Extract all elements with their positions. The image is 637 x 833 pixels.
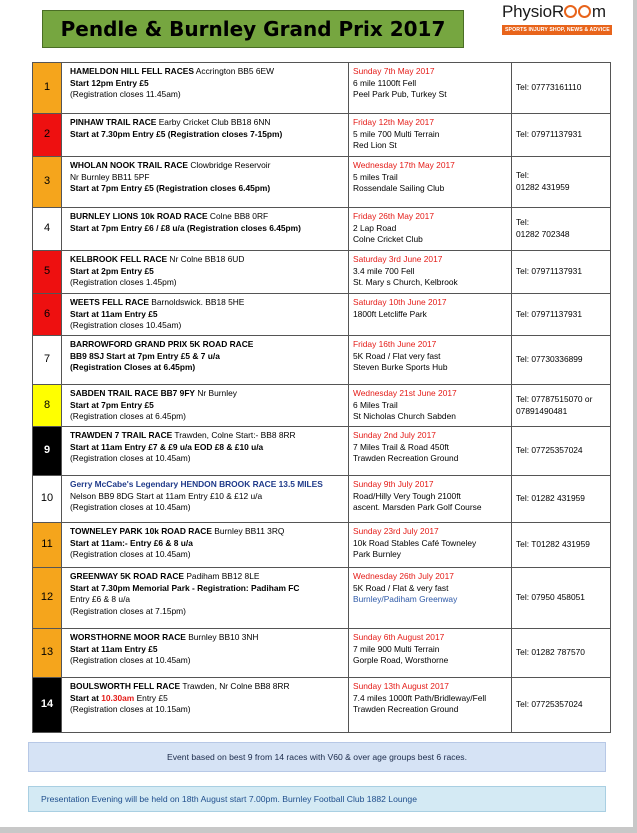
race-detail-line [353, 571, 507, 583]
race-phone: Tel: T01282 431959 [516, 539, 590, 550]
race-row [33, 294, 611, 336]
race-venue: ascent. Marsden Park Golf Course [353, 502, 482, 513]
race-row [33, 208, 611, 251]
race-number: 6 [33, 294, 62, 336]
race-course: 7 mile 900 Multi Terrain [353, 643, 440, 654]
race-registration: (Registration Closes at 6.45pm) [70, 362, 196, 373]
race-detail-line [70, 632, 344, 644]
race-detail-line [353, 339, 507, 351]
race-contact [512, 63, 611, 114]
race-detail-line [353, 160, 507, 172]
race-detail-line [353, 632, 507, 644]
race-entry: Entry £6 & 8 u/a [70, 594, 131, 605]
race-date: Sunday 6th August 2017 [353, 632, 445, 642]
race-date-course [349, 629, 512, 678]
logo-tagline: SPORTS INJURY SHOP, NEWS & ADVICE [502, 25, 612, 35]
race-date-course [349, 385, 512, 427]
race-registration: (Registration closes at 10.45am) [70, 502, 191, 513]
race-venue: Trawden Recreation Ground [353, 453, 459, 464]
race-detail-line [353, 479, 507, 491]
race-start-info: Start at 11am Entry £5 [70, 308, 158, 319]
race-course: 5K Road / Flat & very fast [353, 582, 449, 593]
race-detail-line [353, 502, 507, 514]
race-entry: Entry £5 [134, 692, 168, 703]
race-detail-line [353, 362, 507, 374]
race-name: TRAWDEN 7 TRAIL RACE [70, 430, 173, 440]
race-number: 10 [33, 476, 62, 523]
race-date: Wednesday 21st June 2017 [353, 388, 457, 398]
race-detail-line [353, 223, 507, 235]
race-detail-line [353, 183, 507, 195]
race-name: BURNLEY LIONS 10k ROAD RACE [70, 211, 208, 221]
race-phone: Tel: 07725357024 [516, 445, 583, 456]
race-name: GREENWAY 5K ROAD RACE [70, 571, 185, 581]
race-course: 3.4 mile 700 Fell [353, 265, 415, 276]
race-detail-line [516, 394, 606, 406]
race-detail-line [353, 704, 507, 716]
race-date-course [349, 157, 512, 208]
race-detail-line [516, 182, 606, 194]
race-location: Barnoldswick. BB18 5HE [151, 297, 245, 307]
race-phone: Tel: [516, 170, 530, 181]
race-contact [512, 251, 611, 294]
race-detail-line [353, 140, 507, 152]
race-row [33, 336, 611, 385]
race-contact [512, 336, 611, 385]
race-number: 14 [33, 678, 62, 733]
race-date-course [349, 63, 512, 114]
race-detail-line [70, 538, 344, 550]
race-detail-line [353, 266, 507, 278]
race-detail-line [70, 502, 344, 514]
race-date: Wednesday 17th May 2017 [353, 160, 455, 170]
page-right-edge [633, 0, 637, 833]
race-phone-alt: 01282 431959 [516, 182, 570, 192]
logo-ring-icon [564, 5, 577, 18]
race-details [62, 568, 349, 629]
race-detail-line [353, 309, 507, 321]
race-detail-line [353, 430, 507, 442]
race-detail-line [516, 266, 606, 278]
race-registration: (Registration closes 10.45am) [70, 320, 182, 331]
race-contact [512, 568, 611, 629]
race-detail-line [353, 442, 507, 454]
race-date-course [349, 568, 512, 629]
race-detail-line [353, 388, 507, 400]
race-detail-line [70, 351, 344, 363]
race-row [33, 523, 611, 568]
physioroom-logo [502, 2, 612, 44]
race-detail-line [516, 445, 606, 457]
race-row [33, 251, 611, 294]
race-detail-line [70, 89, 344, 101]
race-phone: Tel: 07730336899 [516, 354, 583, 365]
race-name: WHOLAN NOOK TRAIL RACE [70, 160, 189, 170]
race-number: 5 [33, 251, 62, 294]
race-number: 13 [33, 629, 62, 678]
race-start-info: Start at 7pm Entry £5 [70, 399, 154, 410]
race-detail-line [70, 606, 344, 618]
race-phone: Tel: 01282 431959 [516, 493, 585, 504]
race-detail-line [353, 526, 507, 538]
race-detail-line [70, 66, 344, 78]
race-row [33, 114, 611, 157]
race-detail-line [70, 442, 344, 454]
race-row [33, 63, 611, 114]
race-detail-line [353, 644, 507, 656]
race-venue: St. Mary s Church, Kelbrook [353, 277, 458, 288]
race-date-course [349, 251, 512, 294]
race-venue: Trawden Recreation Ground [353, 704, 459, 715]
race-detail-line [70, 320, 344, 332]
race-detail-line [516, 170, 606, 182]
race-details [62, 629, 349, 678]
race-start-time: 10.30am [101, 692, 135, 703]
race-detail-line [516, 354, 606, 366]
race-detail-line [70, 388, 344, 400]
race-date: Wednesday 26th July 2017 [353, 571, 454, 581]
race-number: 11 [33, 523, 62, 568]
race-contact [512, 385, 611, 427]
race-course: 7.4 miles 1000ft Path/Bridleway/Fell [353, 692, 487, 703]
race-row [33, 427, 611, 476]
race-detail-line [353, 66, 507, 78]
race-detail-line [353, 400, 507, 412]
race-detail-line [70, 571, 344, 583]
race-detail-line [353, 297, 507, 309]
race-phone: Tel: 07971137931 [516, 308, 582, 319]
race-detail-line [70, 491, 344, 503]
race-location: Colne BB8 0RF [209, 211, 269, 221]
race-venue: Park Burnley [353, 549, 401, 560]
race-start-info: Nelson BB9 8DG Start at 11am Entry £10 & £12 u/a [70, 490, 263, 501]
race-name: WEETS FELL RACE [70, 297, 149, 307]
race-detail-line [516, 217, 606, 229]
race-date-course [349, 678, 512, 733]
race-detail-line [516, 406, 606, 418]
race-registration: (Registration closes 1.45pm) [70, 277, 177, 288]
race-detail-line [70, 172, 344, 184]
race-contact [512, 208, 611, 251]
race-start-info: Start 12pm Entry £5 [70, 77, 149, 88]
race-course: 5 miles Trail [353, 171, 398, 182]
race-date: Sunday 7th May 2017 [353, 66, 435, 76]
race-detail-line [353, 681, 507, 693]
race-phone: Tel: 07725357024 [516, 699, 583, 710]
race-detail-line [516, 129, 606, 141]
race-phone-alt: 07891490481 [516, 405, 568, 416]
race-detail-line [516, 493, 606, 505]
race-detail-line [353, 351, 507, 363]
race-number: 9 [33, 427, 62, 476]
race-detail-line [70, 362, 344, 374]
race-row [33, 157, 611, 208]
race-details [62, 476, 349, 523]
race-detail-line [353, 78, 507, 90]
race-course: 5K Road / Flat very fast [353, 350, 441, 361]
race-detail-line [516, 699, 606, 711]
race-detail-line [353, 594, 507, 606]
race-start-info: BB9 8SJ Start at 7pm Entry £5 & 7 u/a [70, 350, 220, 361]
race-location: Accrington BB5 6EW [195, 66, 274, 76]
logo-brand: PhysioR m [502, 2, 606, 21]
race-venue: Gorple Road, Worsthorne [353, 655, 449, 666]
race-venue: Colne Cricket Club [353, 234, 423, 245]
race-number: 4 [33, 208, 62, 251]
race-row [33, 678, 611, 733]
race-date: Friday 16th June 2017 [353, 339, 437, 349]
race-contact [512, 114, 611, 157]
race-venue: Rossendale Sailing Club [353, 183, 445, 194]
race-detail-line [70, 309, 344, 321]
race-location: Nr Burnley [197, 388, 237, 398]
race-detail-line [70, 704, 344, 716]
race-detail-line [70, 411, 344, 423]
race-date: Sunday 2nd July 2017 [353, 430, 436, 440]
race-name: SABDEN TRAIL RACE BB7 9FY [70, 388, 196, 398]
race-date: Saturday 10th June 2017 [353, 297, 447, 307]
race-date: Friday 12th May 2017 [353, 117, 435, 127]
race-start-info: Start at 7pm Entry £5 (Registration closes 6.45pm) [70, 183, 271, 194]
race-name: BARROWFORD GRAND PRIX 5K ROAD RACE [70, 339, 254, 349]
race-detail-line [70, 594, 344, 606]
race-detail-line [70, 453, 344, 465]
race-registration: (Registration closes at 10.45am) [70, 453, 191, 464]
race-details [62, 294, 349, 336]
race-name: BOULSWORTH FELL RACE [70, 681, 181, 691]
race-registration: (Registration closes at 7.15pm) [70, 605, 186, 616]
race-number: 8 [33, 385, 62, 427]
race-date-course [349, 427, 512, 476]
race-detail-line [70, 655, 344, 667]
race-date-course [349, 294, 512, 336]
race-course: 1800ft Letcliffe Park [353, 308, 427, 319]
race-name: WORSTHORNE MOOR RACE [70, 632, 186, 642]
race-detail-line [516, 647, 606, 659]
race-course: 5 mile 700 Multi Terrain [353, 128, 440, 139]
race-phone: Tel: 07787515070 or [516, 393, 593, 404]
race-start-info: Start at 7pm Entry £6 / £8 u/a (Registration closes 6.45pm) [70, 222, 301, 233]
race-details [62, 157, 349, 208]
race-detail-line [353, 277, 507, 289]
race-contact [512, 294, 611, 336]
race-phone: Tel: 07773161110 [516, 82, 582, 93]
race-detail-line [70, 254, 344, 266]
race-detail-line [353, 538, 507, 550]
race-venue: Red Lion St [353, 140, 397, 151]
race-phone: Tel: 07971137931 [516, 129, 582, 140]
logo-ring-icon [578, 5, 591, 18]
race-detail-line [516, 592, 606, 604]
race-detail-line [516, 229, 606, 241]
race-phone-alt: 01282 702348 [516, 229, 570, 239]
race-detail-line [353, 411, 507, 423]
race-details [62, 427, 349, 476]
race-registration: (Registration closes 11.45am) [70, 89, 181, 100]
race-detail-line [353, 655, 507, 667]
race-detail-line [70, 117, 344, 129]
race-contact [512, 157, 611, 208]
race-date: Friday 26th May 2017 [353, 211, 435, 221]
race-number: 2 [33, 114, 62, 157]
race-detail-line [70, 583, 344, 595]
race-contact [512, 427, 611, 476]
race-course: 6 mile 1100ft Fell [353, 77, 417, 88]
race-name: HAMELDON HILL FELL RACES [70, 66, 194, 76]
race-venue: Peel Park Pub, Turkey St [353, 89, 447, 100]
race-detail-line [70, 400, 344, 412]
race-name: Gerry McCabe's Legendary HENDON BROOK RACE 13.5 MILES [70, 479, 323, 489]
race-date-course [349, 523, 512, 568]
race-detail-line [353, 172, 507, 184]
race-details [62, 63, 349, 114]
race-date: Saturday 3rd June 2017 [353, 254, 443, 264]
race-detail-line [70, 211, 344, 223]
race-number: 7 [33, 336, 62, 385]
race-venue: Burnley/Padiham Greenway [353, 594, 458, 605]
race-course: 7 Miles Trail & Road 450ft [353, 441, 449, 452]
race-location: Burnley BB11 3RQ [214, 526, 285, 536]
race-contact [512, 523, 611, 568]
race-start-info: Start at 11am Entry £7 & £9 u/a EOD £8 & £10 u/a [70, 441, 264, 452]
race-detail-line [353, 234, 507, 246]
race-contact [512, 476, 611, 523]
race-detail-line [353, 117, 507, 129]
race-date: Sunday 23rd July 2017 [353, 526, 439, 536]
race-details [62, 114, 349, 157]
race-registration: (Registration closes at 10.45am) [70, 549, 191, 560]
race-location: Earby Cricket Club BB18 6NN [158, 117, 271, 127]
race-detail-line [70, 339, 344, 351]
race-start-info: Nr Burnley BB11 5PF [70, 171, 150, 182]
race-date: Sunday 13th August 2017 [353, 681, 449, 691]
race-detail-line [70, 183, 344, 195]
race-detail-line [70, 526, 344, 538]
race-detail-line [353, 453, 507, 465]
race-start-info: Start at 7.30pm Entry £5 (Registration closes 7-15pm) [70, 128, 283, 139]
race-name: PINHAW TRAIL RACE [70, 117, 157, 127]
race-location: Nr Colne BB18 6UD [169, 254, 245, 264]
race-detail-line [70, 277, 344, 289]
race-phone: Tel: 01282 787570 [516, 647, 585, 658]
race-date-course [349, 208, 512, 251]
race-detail-line [70, 681, 344, 693]
race-phone: Tel: [516, 217, 530, 228]
race-registration: (Registration closes at 10.45am) [70, 655, 191, 666]
race-venue: St Nicholas Church Sabden [353, 411, 456, 422]
race-detail-line [353, 254, 507, 266]
race-detail-line [70, 549, 344, 561]
race-course: Road/Hilly Very Tough 2100ft [353, 490, 461, 501]
race-detail-line [353, 583, 507, 595]
race-number: 3 [33, 157, 62, 208]
race-detail-line [516, 82, 606, 94]
race-start-label: Start at [70, 692, 102, 703]
race-registration: (Registration closes at 10.15am) [70, 704, 191, 715]
race-row [33, 476, 611, 523]
scoring-note: Event based on best 9 from 14 races with V60 & over age groups best 6 races. [28, 742, 606, 772]
race-name: TOWNELEY PARK 10k ROAD RACE [70, 526, 212, 536]
race-detail-line [70, 160, 344, 172]
race-detail-line [70, 479, 344, 491]
race-row [33, 568, 611, 629]
race-detail-line [353, 89, 507, 101]
race-details [62, 336, 349, 385]
race-details [62, 251, 349, 294]
race-number: 12 [33, 568, 62, 629]
race-detail-line [70, 430, 344, 442]
race-registration: (Registration closes at 6.45pm) [70, 411, 186, 422]
race-number: 1 [33, 63, 62, 114]
race-details [62, 523, 349, 568]
race-detail-line [70, 644, 344, 656]
race-details [62, 208, 349, 251]
race-detail-line [70, 129, 344, 141]
race-contact [512, 678, 611, 733]
race-detail-line [70, 266, 344, 278]
race-location: Burnley BB10 3NH [188, 632, 259, 642]
presentation-note: Presentation Evening will be held on 18th August start 7.00pm. Burnley Football Club 1882 Lounge [28, 786, 606, 812]
race-row [33, 385, 611, 427]
race-date-course [349, 114, 512, 157]
race-detail-line [353, 129, 507, 141]
race-start-info: Start at 2pm Entry £5 [70, 265, 154, 276]
race-start-info: Start at 11am Entry £5 [70, 643, 158, 654]
race-contact [512, 629, 611, 678]
race-detail-line [353, 693, 507, 705]
race-phone: Tel: 07971137931 [516, 266, 582, 277]
race-detail-line [516, 539, 606, 551]
race-location: Trawden, Colne Start:- BB8 8RR [174, 430, 296, 440]
page-bottom-edge [0, 827, 637, 833]
race-start-info: Start at 7.30pm Memorial Park - Registration: Padiham FC [70, 582, 300, 593]
race-detail-line [70, 693, 344, 705]
race-details [62, 385, 349, 427]
race-date: Sunday 9th July 2017 [353, 479, 434, 489]
race-name: KELBROOK FELL RACE [70, 254, 168, 264]
race-date-course [349, 476, 512, 523]
race-detail-line [516, 309, 606, 321]
race-detail-line [70, 78, 344, 90]
race-detail-line [70, 297, 344, 309]
page-title: Pendle & Burnley Grand Prix 2017 [42, 10, 464, 48]
race-start-info: Start at 11am:- Entry £6 & 8 u/a [70, 537, 193, 548]
race-detail-line [353, 549, 507, 561]
race-detail-line [353, 491, 507, 503]
race-location: Clowbridge Reservoir [190, 160, 271, 170]
race-detail-line [353, 211, 507, 223]
race-course: 2 Lap Road [353, 222, 397, 233]
race-details [62, 678, 349, 733]
race-course: 10k Road Stables Café Towneley [353, 537, 477, 548]
race-location: Trawden, Nr Colne BB8 8RR [182, 681, 290, 691]
race-course: 6 Miles Trail [353, 399, 398, 410]
race-venue: Steven Burke Sports Hub [353, 362, 448, 373]
race-location: Padiham BB12 8LE [186, 571, 260, 581]
race-detail-line [70, 223, 344, 235]
race-date-course [349, 336, 512, 385]
race-table [32, 62, 611, 733]
race-phone: Tel: 07950 458051 [516, 592, 585, 603]
race-row [33, 629, 611, 678]
